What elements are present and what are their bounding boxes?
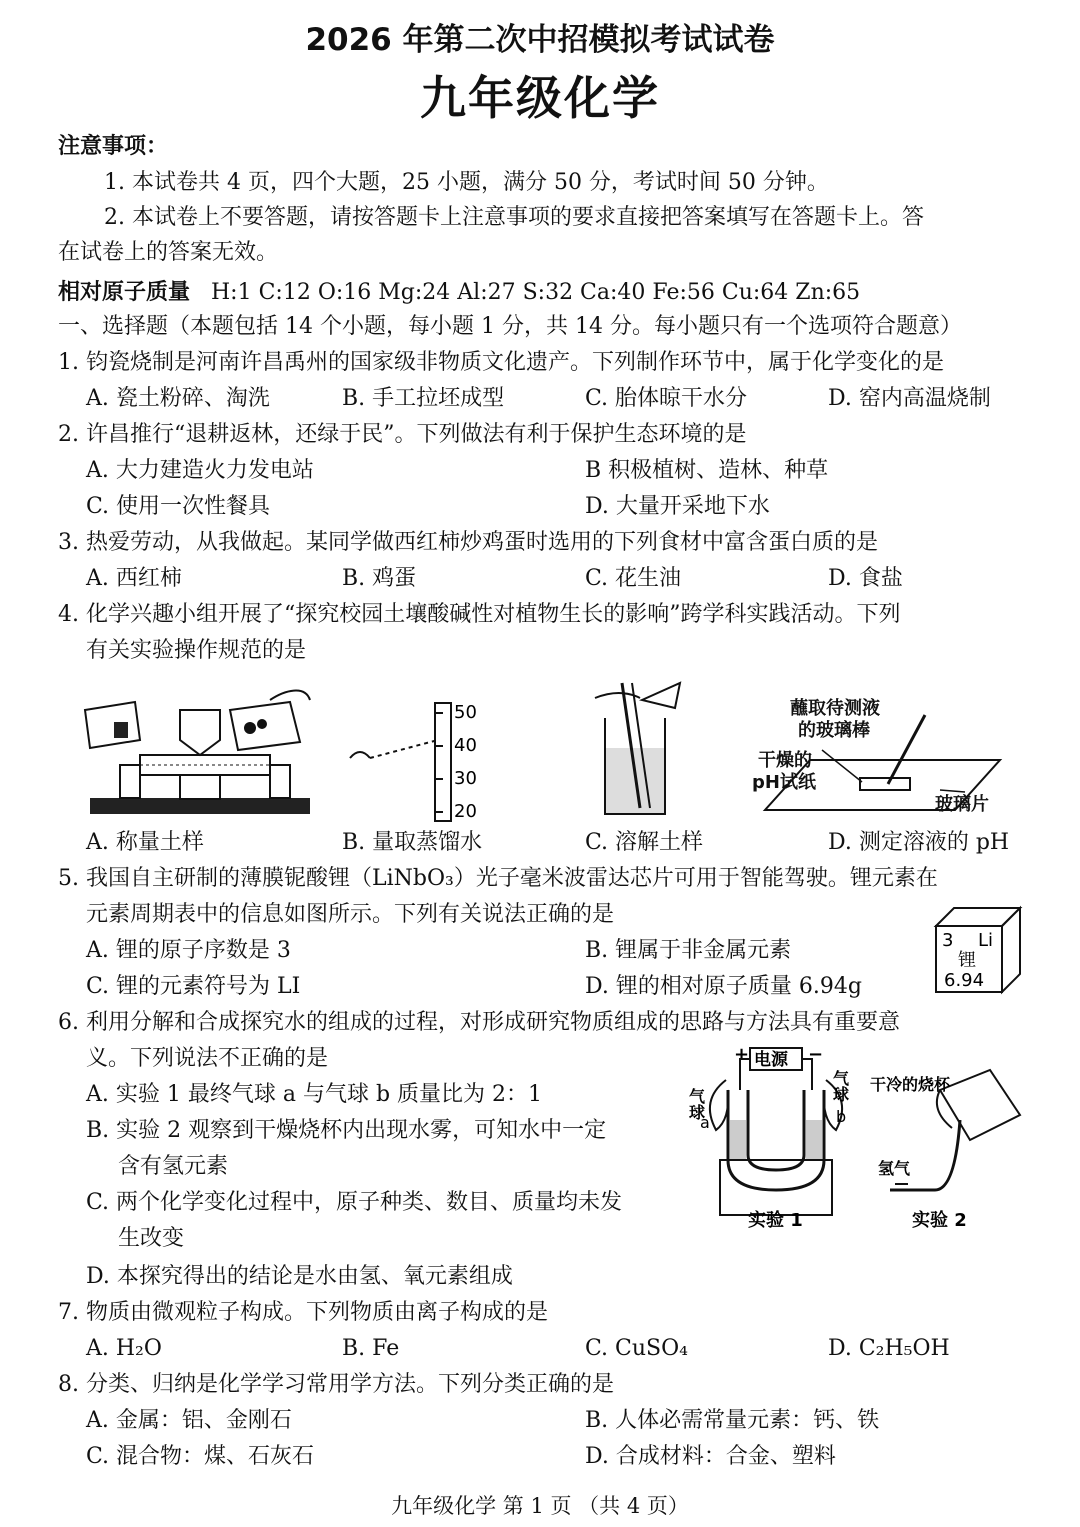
q8-option-a: A. 金属：铝、金刚石 <box>86 1408 292 1433</box>
beaker-label: 干冷的烧杯 <box>870 1075 951 1094</box>
sight-line <box>370 740 438 758</box>
minus-sign: − <box>808 1044 824 1065</box>
q4-stem-cont: 有关实验操作规范的是 <box>86 638 307 663</box>
subject-title: 九年级化学 <box>420 71 660 125</box>
q3-stem: 3. 热爱劳动，从我做起。某同学做西红柿炒鸡蛋时选用的下列食材中富含蛋白质的是 <box>58 530 878 555</box>
q6-option-c-cont: 生改变 <box>118 1226 185 1251</box>
atomic-mass-label: 相对原子质量 <box>58 280 191 305</box>
q1-option-b: B. 手工拉坯成型 <box>342 386 505 411</box>
q4-option-d: D. 测定溶液的 pH <box>828 830 1010 855</box>
hydrogen-label: 氢气 <box>878 1159 911 1178</box>
q1-option-c: C. 胎体晾干水分 <box>585 386 748 411</box>
eye <box>350 752 370 758</box>
power-label: 电源 <box>754 1050 788 1070</box>
element-name: 锂 <box>958 950 976 971</box>
tick-50: 50 <box>454 702 477 723</box>
q6-option-b-cont: 含有氢元素 <box>118 1154 229 1179</box>
section1-heading: 一、选择题（本题包括 14 个小题，每小题 1 分，共 14 分。每小题只有一个选项符合题意） <box>58 314 962 339</box>
cylinder <box>435 703 451 821</box>
q7-option-b: B. Fe <box>342 1336 400 1361</box>
q5-option-b: B. 锂属于非金属元素 <box>585 938 792 963</box>
balance-figure <box>80 680 320 825</box>
ph-label-rod-2: 的玻璃棒 <box>798 720 870 741</box>
tick-20: 20 <box>454 801 477 822</box>
ph-paper <box>860 778 910 790</box>
q7-option-a: A. H₂O <box>86 1336 162 1361</box>
water-basin <box>720 1160 832 1215</box>
water-experiment-figure <box>686 1040 1030 1231</box>
hand <box>270 691 310 700</box>
glass-rod <box>888 715 925 784</box>
exp2-label: 实验 2 <box>912 1210 967 1231</box>
ph-label-paper-1: 干燥的 <box>758 750 812 771</box>
exam-title: 2026 年第二次中招模拟考试试卷 <box>305 22 775 58</box>
page-footer: 九年级化学 第 1 页 （共 4 页） <box>391 1494 689 1518</box>
q7-option-c: C. CuSO₄ <box>585 1336 688 1361</box>
balloon-b-label: b <box>836 1107 847 1126</box>
q2-option-c: C. 使用一次性餐具 <box>86 494 271 519</box>
balloon-label-right: 气球 <box>830 1070 850 1102</box>
beaker-figure <box>580 678 690 818</box>
left-paper <box>85 702 140 748</box>
q5-option-a: A. 锂的原子序数是 3 <box>86 938 291 963</box>
q2-option-a: A. 大力建造火力发电站 <box>86 458 314 483</box>
cylinder-ticks <box>435 713 443 812</box>
balloon-a-label: a <box>700 1113 710 1132</box>
q1-stem: 1. 钧瓷烧制是河南许昌禹州的国家级非物质文化遗产。下列制作环节中，属于化学变化的是 <box>58 350 944 375</box>
q6-stem: 6. 利用分解和合成探究水的组成的过程，对形成研究物质组成的思路与方法具有重要意 <box>58 1010 900 1035</box>
q7-stem: 7. 物质由微观粒子构成。下列物质由离子构成的是 <box>58 1300 548 1325</box>
q4-option-a: A. 称量土样 <box>86 830 204 855</box>
atomic-number: 3 <box>942 930 954 951</box>
atomic-mass: 6.94 <box>944 970 985 991</box>
q3-option-a: A. 西红柿 <box>86 566 182 591</box>
cold-beaker <box>940 1070 1020 1140</box>
atomic-mass-row <box>58 278 860 308</box>
q3-option-d: D. 食盐 <box>828 566 903 591</box>
q4-option-b: B. 量取蒸馏水 <box>342 830 483 855</box>
graduated-cylinder-figure <box>340 698 490 828</box>
q2-option-b: B 积极植树、造林、种草 <box>585 458 829 483</box>
q5-stem-cont: 元素周期表中的信息如图所示。下列有关说法正确的是 <box>86 902 615 927</box>
tick-30: 30 <box>454 768 477 789</box>
q8-option-d: D. 合成材料：合金、塑料 <box>585 1444 836 1469</box>
q3-option-c: C. 花生油 <box>585 566 682 591</box>
q8-stem: 8. 分类、归纳是化学学习常用学方法。下列分类正确的是 <box>58 1372 614 1397</box>
q4-option-c: C. 溶解土样 <box>585 830 704 855</box>
exp1-label: 实验 1 <box>748 1210 803 1231</box>
notice-heading: 注意事项： <box>58 134 169 159</box>
q5-option-d: D. 锂的相对原子质量 6.94g <box>585 974 862 999</box>
notice-item-2: 2. 本试卷上不要答题，请按答题卡上注意事项的要求直接把答案填写在答题卡上。答 <box>104 205 924 230</box>
funnel-paper <box>642 683 680 708</box>
element-symbol: Li <box>978 930 994 951</box>
plus-sign: + <box>734 1044 750 1065</box>
notice-item-1: 1. 本试卷共 4 页，四个大题，25 小题，满分 50 分，考试时间 50 分钟。 <box>104 170 829 195</box>
weight-block <box>114 722 128 738</box>
q6-option-c: C. 两个化学变化过程中，原子种类、数目、质量均未发 <box>86 1190 623 1215</box>
q3-option-b: B. 鸡蛋 <box>342 566 417 591</box>
q1-option-a: A. 瓷土粉碎、淘洗 <box>86 386 270 411</box>
q2-option-d: D. 大量开采地下水 <box>585 494 770 519</box>
balance-pointer <box>180 710 220 755</box>
q5-option-c: C. 锂的元素符号为 LI <box>86 974 301 999</box>
q6-option-b: B. 实验 2 观察到干燥烧杯内出现水雾，可知水中一定 <box>86 1118 607 1143</box>
q2-stem: 2. 许昌推行“退耕返林，还绿于民”。下列做法有利于保护生态环境的是 <box>58 422 747 447</box>
ph-label-paper-2: pH试纸 <box>752 772 816 793</box>
q1-option-d: D. 窑内高温烧制 <box>828 386 991 411</box>
q8-option-c: C. 混合物：煤、石灰石 <box>86 1444 315 1469</box>
q6-option-a: A. 实验 1 最终气球 a 与气球 b 质量比为 2：1 <box>86 1082 543 1107</box>
tick-40: 40 <box>454 735 477 756</box>
hydrogen-tube <box>890 1120 960 1190</box>
ph-label-slide: 玻璃片 <box>935 794 989 815</box>
q7-option-d: D. C₂H₅OH <box>828 1336 950 1361</box>
atomic-mass-values: H:1 C:12 O:16 Mg:24 Al:27 S:32 Ca:40 Fe:56 Cu:64 Zn:65 <box>211 280 861 305</box>
notice-item-2-cont: 在试卷上的答案无效。 <box>58 240 279 265</box>
q4-stem: 4. 化学兴趣小组开展了“探究校园土壤酸碱性对植物生长的影响”跨学科实践活动。下列 <box>58 602 901 627</box>
q6-stem-cont: 义。下列说法不正确的是 <box>86 1046 329 1071</box>
q8-option-b: B. 人体必需常量元素：钙、铁 <box>585 1408 880 1433</box>
balloon-a <box>710 1080 728 1130</box>
balance-base <box>90 798 310 814</box>
element-card <box>930 902 1025 997</box>
q6-option-d: D. 本探究得出的结论是水由氢、氧元素组成 <box>86 1264 513 1289</box>
ph-label-rod-1: 蘸取待测液 <box>790 698 880 719</box>
q5-stem: 5. 我国自主研制的薄膜铌酸锂（LiNbO₃）光子毫米波雷达芯片可用于智能驾驶。锂元素在 <box>58 866 938 891</box>
balloon-label-left: 气球 <box>686 1088 706 1120</box>
